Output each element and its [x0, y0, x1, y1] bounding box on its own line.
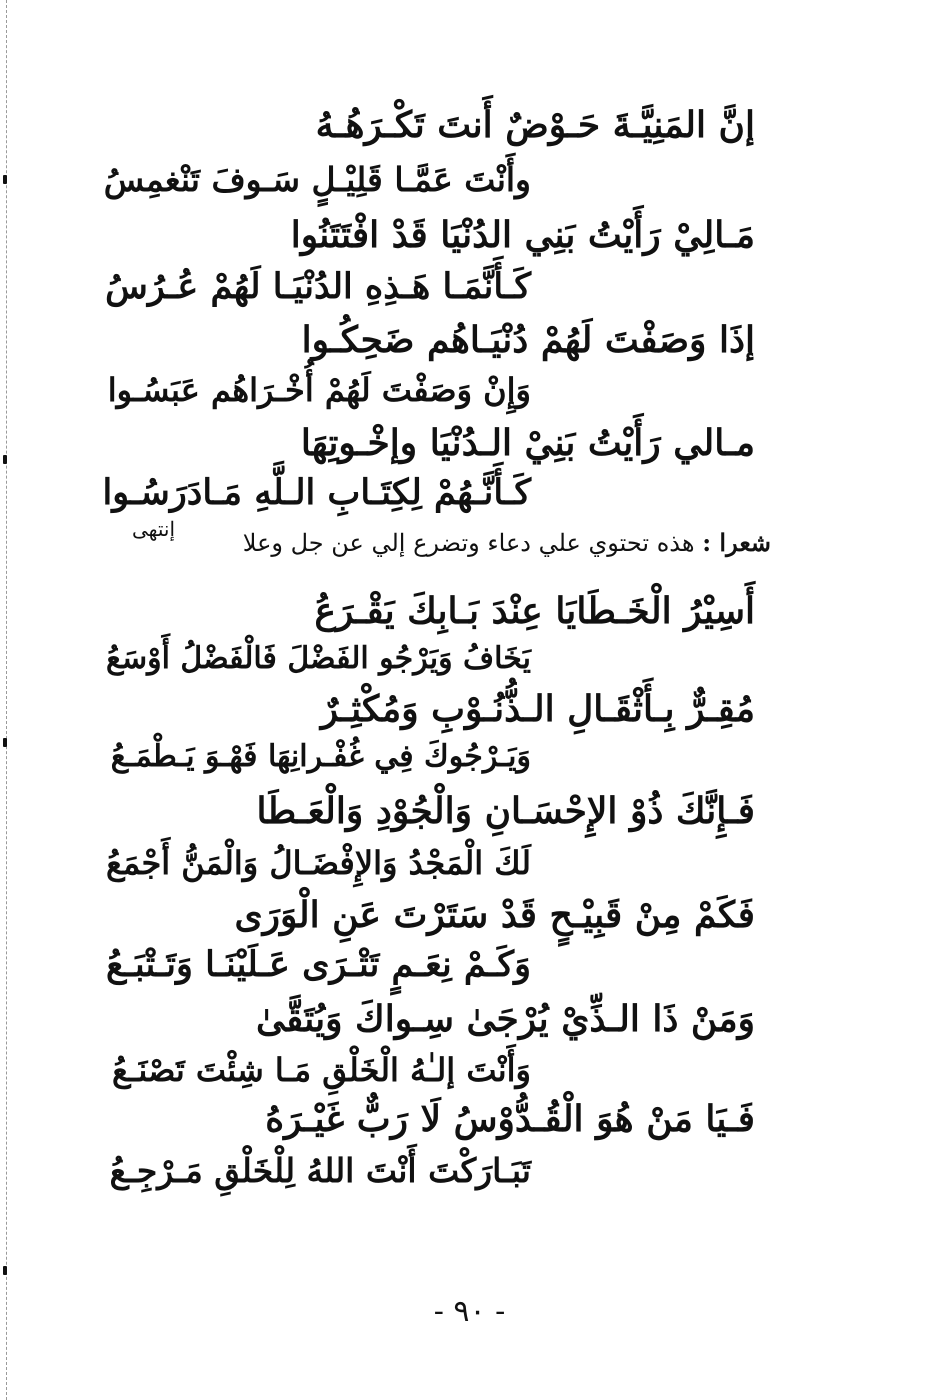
poem2-verse-4-second-hemistich: وَكَـمْ نِعَـمٍ تَتْـرَى عَـلَيْنَـا وَتَـتْبَـعُ	[106, 944, 531, 985]
poem1-verse-2-first-hemistich: مَـالِيْ رَأَيْتُ بَنِي الدُنْيَا قَدْ افْتَتَنُوا	[290, 214, 755, 256]
poem1-verse-1-first-hemistich: إنَّ المَنِيَّـةَ حَـوْضٌ أَنتَ تَكْـرَهُـهُ	[315, 104, 755, 146]
poem2-verse-2-second-hemistich: وَيَـرْجُوكَ فِي غُفْـرانِهَا فَهْـوَ يَـطْمَـعُ	[110, 739, 531, 774]
binding-mark	[3, 738, 7, 747]
poem2-verse-3-second-hemistich: لَكَ الْمَجْدُ وَالإِفْضَـالُ وَالْمَنُّ أَجْمَعُ	[105, 844, 531, 882]
binding-mark	[3, 1266, 7, 1275]
poem1-verse-4-second-hemistich: كَـأَنَّـهُمْ لِكِتَـابِ الـلَّهِ مَـادَرَسُـوا	[102, 472, 531, 513]
poem1-verse-1-second-hemistich: وأَنْتَ عَمَّـا قَلِيْـلٍ سَـوفَ تَنْغمِسُ	[103, 160, 531, 199]
poem2-verse-6-first-hemistich: فَـيَا مَنْ هُوَ الْقُـدُّوْسُ لَا رَبٌّ غَيْـرَهُ	[265, 1098, 755, 1140]
poem2-verse-5-second-hemistich: وَأَنْتَ إلـٰهُ الْخَلْقِ مَـا شِئْتَ تَصْنَـعُ	[112, 1051, 531, 1089]
prose-intro-line	[243, 526, 771, 560]
poem1-verse-4-first-hemistich: مـالي رَأَيْتُ بَنِيْ الـدُنْيَا وإخْـوتِهَا	[300, 422, 755, 464]
poem2-verse-6-second-hemistich: تَبَـارَكْتَ أَنْتَ اللهُ لِلْخَلْقِ مَـرْجِـعُ	[109, 1151, 531, 1190]
poem2-verse-2-first-hemistich: مُقِـرٌّ بِـأَثْقَـالِ الـذُّنُـوْبِ وَمُكْثِـرٌ	[320, 688, 755, 730]
poem2-verse-3-first-hemistich: فَـإِنَّكَ ذُوْ الإِحْسَـانِ وَالْجُوْدِ وَالْعَـطَا	[256, 790, 755, 832]
poem2-verse-4-first-hemistich: فَكَمْ مِنْ قَبِيْـحٍ قَدْ سَتَرْتَ عَنِ الْوَرَى	[234, 894, 755, 936]
prose-label: شعرا :	[702, 528, 771, 557]
binding-margin-line	[6, 0, 7, 1400]
binding-mark	[3, 455, 7, 464]
poem1-verse-2-second-hemistich: كَـأَنَّمَـا هَـذِهِ الدُنْيَـا لَهُمْ عُـرُسُ	[105, 266, 531, 307]
poem1-verse-3-first-hemistich: إذَا وَصَفْتَ لَهُمْ دُنْيَـاهُم ضَحِكُـوا	[301, 319, 755, 361]
poem1-verse-3-second-hemistich: وَإِنْ وَصَفْتَ لَهُمْ أُخْـرَاهُم عَبَسُـوا	[107, 371, 531, 409]
binding-mark	[3, 175, 7, 184]
end-marker: إنتهى	[132, 517, 176, 541]
prose-text: هذه تحتوي علي دعاء وتضرع إلي عن جل وعلا	[242, 529, 695, 557]
poem2-verse-1-first-hemistich: أَسِيْرُ الْخَـطَايَا عِنْدَ بَـابِكَ يَقْـرَعُ	[314, 590, 755, 632]
poem2-verse-1-second-hemistich: يَخَافُ وَيَرْجُو الفَضْلَ فَالْفَضْلُ أَوْسَعُ	[105, 641, 531, 676]
poem2-verse-5-first-hemistich: وَمَنْ ذَا الـذِّيْ يُرْجَىٰ سِـواكَ وَيُتَقَّىٰ	[256, 998, 755, 1040]
page-number: - ٩٠ -	[433, 1294, 506, 1329]
